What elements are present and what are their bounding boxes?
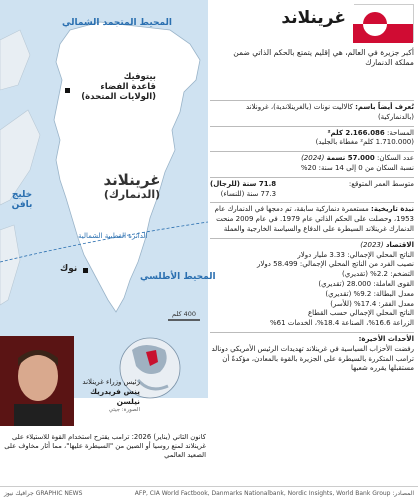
greenland-map-label [96, 172, 168, 201]
labor-force: القوى العاملة: 28.000 (تقديري) [318, 279, 414, 288]
pituffik-marker [65, 88, 70, 93]
gdp: الناتج المحلي الإجمالي: 3.33 مليار دولار [297, 250, 414, 259]
life-women: 77.3 سنة (للنساء) [220, 189, 277, 198]
unemployment: معدل البطالة: 9.2% (تقديري) [325, 289, 414, 298]
names-label: تُعرف أيضاً باسم: [355, 103, 414, 111]
life-label: متوسط العمر المتوقع: [348, 179, 414, 188]
caption-name: ينس فريدريك نيلسن [90, 387, 140, 407]
sector-values: الزراعة 16.6%، الصناعة 18.4%، الخدمات 61% [270, 319, 414, 328]
info-panel [208, 0, 418, 485]
names-block [210, 100, 414, 126]
history-block [210, 202, 414, 237]
history-text: مستعمرة دنماركية سابقة، تم دمجها في الدنمارك عام 1953، وحصلت على الحكم الذاتي عام 1979. في عام 2009 منحت الدنمارك غرينلاند السيطرة على الدفاع والسياسة الخارجية والعملة [214, 205, 414, 233]
names-value: كالاليت نونات (بالغرينلاندية)، غرونلاند (بالدنماركية) [245, 103, 414, 121]
economy-year: (2023) [360, 240, 384, 249]
recent-text: رفضت الأحزاب السياسية في غرينلاند تهديدات الرئيس الأمريكي دونالد ترامب المتكررة بالسيطرة على الجزيرة بالقوة بالمعادن، مؤكدةً أن مستقبلها يقرره شعبها [211, 344, 414, 373]
flag-graphic [353, 5, 413, 43]
portrait-graphic [0, 336, 74, 426]
photo-credit: الصورة: جيتي [108, 407, 140, 414]
prime-minister-photo [0, 336, 74, 426]
gdp-per-capita: نصيب الفرد من الناتج المحلي الإجمالي: 58.499 دولار [257, 260, 414, 269]
economy-label: الاقتصاد [385, 240, 414, 249]
economy-block [210, 238, 414, 332]
population-young: نسبة السكان من 0 إلى 14 سنة: 20% [300, 163, 414, 172]
page-title: غرينلاند [281, 8, 346, 28]
brand: GRAPHIC NEWS جرافيك نيوز [4, 490, 83, 497]
denmark-name: (الدنمارك) [103, 187, 161, 201]
nuuk-label: نوك [60, 264, 78, 274]
population-label: عدد السكان: [376, 154, 414, 163]
greenland-name: غرينلاند [103, 171, 161, 189]
inflation: التضخم: 2.2% (تقديري) [342, 270, 414, 279]
facts-list [210, 100, 414, 377]
pituffik-label: بيتوفيك قاعدة الفضاء (الولايات المتحدة) [81, 72, 156, 103]
population-value: 57.000 نسمة [326, 154, 375, 163]
scale-label: 400 كلم [172, 310, 197, 318]
life-men: 71.8 سنة (للرجال) [210, 179, 277, 188]
history-label: نبذة تاريخية: [371, 205, 414, 214]
recent-block [210, 332, 414, 377]
life-values [210, 180, 276, 200]
arctic-ocean-label: المحيط المتجمد الشمالي [62, 18, 172, 28]
area-total: 2.166.086 كلم² [327, 128, 385, 137]
sources: AFP, CIA World Factbook, Danmarks Nationalbank, Nordic Insights, World Bank Group :المصادر [134, 490, 414, 497]
population-block [210, 151, 414, 177]
area-label: المساحة: [387, 128, 414, 137]
baffin-bay-label: خليج بافن [11, 190, 33, 210]
poverty: معدل الفقر: 17.4% (للأسر) [330, 299, 414, 308]
sector-label: الناتج المحلي الإجمالي حسب القطاع [307, 309, 414, 318]
photo-caption [74, 378, 140, 414]
quote-text: كانون الثاني (يناير) 2026: ترامب يقترح استخدام القوة للاستيلاء على غرينلاند لمنع روسيا أو الصين من "السيطرة عليها"، مما أثار مخاوف على الصعيد العالمي [4, 433, 206, 460]
area-block [210, 126, 414, 152]
intro-text: أكبر جزيرة في العالم، هي إقليم يتمتع بالحكم الذاتي ضمن مملكة الدنمارك [233, 48, 414, 68]
caption-role: رئيس وزراء غرينلاند [82, 378, 140, 386]
recent-label: الأحداث الأخيرة: [358, 334, 414, 343]
footer [0, 486, 418, 500]
life-block [210, 177, 414, 203]
greenland-flag [354, 4, 414, 42]
population-year: (2024) [301, 154, 325, 163]
atlantic-ocean-label: المحيط الأطلسي [140, 272, 216, 282]
nuuk-marker [83, 268, 88, 273]
area-ice: (1.710.000 كلم² مغطاة بالجليد) [315, 138, 414, 147]
arctic-circle-label: الدائرة القطبية الشمالية [78, 232, 148, 240]
